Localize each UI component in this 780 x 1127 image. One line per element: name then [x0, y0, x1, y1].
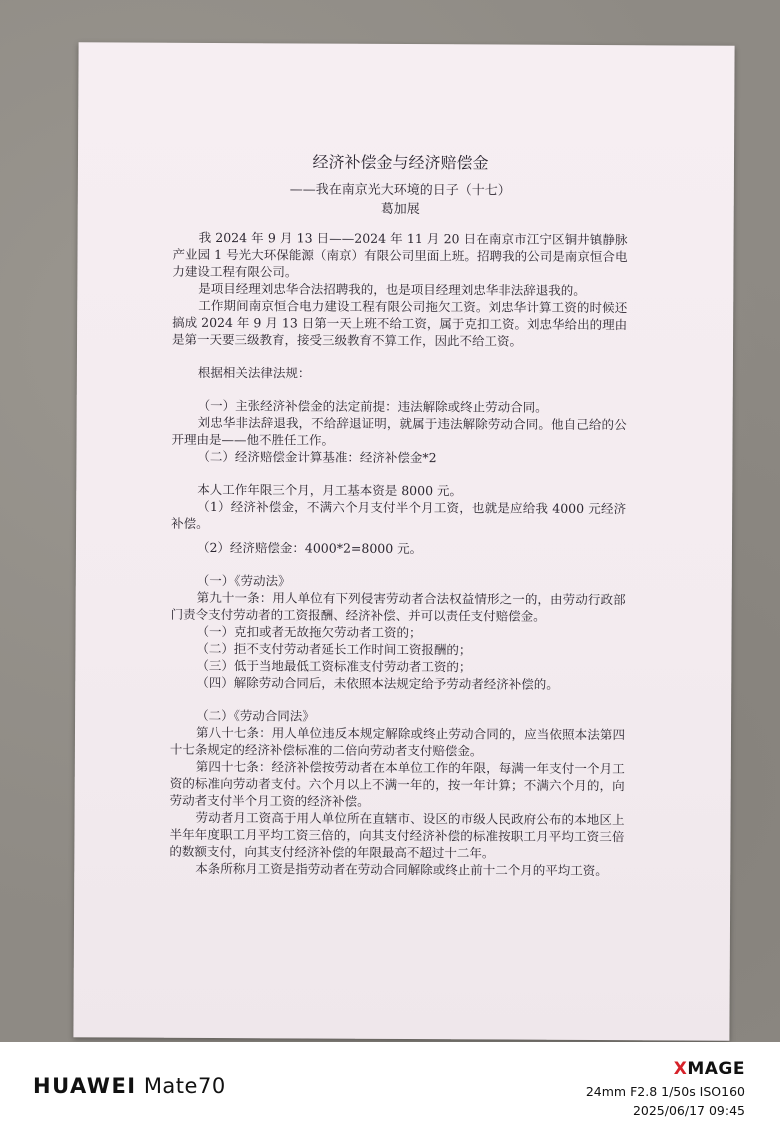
paragraph: 根据相关法律法规： — [197, 364, 311, 381]
paragraph: 第八十七条：用人单位违反本规定解除或终止劳动合同的，应当依照本法第四十七条规定的经济补偿标准的二倍向劳动者支付赔偿金。 — [169, 724, 626, 759]
xmage-x: X — [673, 1059, 688, 1079]
paragraph: （2）经济赔偿金：4000*2=8000 元。 — [196, 539, 423, 557]
paragraph: （1）经济补偿金，不满六个月支付半个月工资，也就是应给我 4000 元经济补偿。 — [171, 498, 627, 531]
paragraph: （一）主张经济补偿金的法定前提：违法解除或终止劳动合同。 — [197, 397, 548, 415]
paragraph: 刘忠华非法辞退我，不给辞退证明，就属于违法解除劳动合同。他自己给的公开理由是——他不胜任工作。 — [171, 414, 627, 448]
document-author: 葛加展 — [380, 201, 420, 218]
paragraph: （二）经济赔偿金计算基准：经济补偿金*2 — [197, 448, 437, 466]
xmage-rest: MAGE — [687, 1059, 745, 1079]
capture-datetime: 2025/06/17 09:45 — [632, 1103, 745, 1118]
paper-sheet — [73, 42, 734, 1040]
list-item: （四）解除劳动合同后，未依照本法规定给予劳动者经济补偿的。 — [196, 674, 559, 692]
camera-brand — [33, 1074, 226, 1098]
paragraph: 第四十七条：经济补偿按劳动者在本单位工作的年限，每满一年支付一个月工资的标准向劳动者支付。六个月以上不满一年的，按一年计算；不满六个月的，向劳动者支付半个月工资的经济补偿。 — [169, 758, 625, 809]
document-body — [169, 83, 628, 879]
camera-watermark-bar — [0, 1042, 780, 1127]
paragraph: 劳动者月工资高于用人单位所在直辖市、设区的市级人民政府公布的本地区上半年年度职工月平均工资三倍的，向其支付经济补偿的标准按职工月平均工资三倍的数额支付，向其支付经济补偿的年限最高不超过十二年。 — [169, 809, 625, 861]
xmage-logo — [674, 1059, 745, 1079]
paragraph: 本条所称月工资是指劳动者在劳动合同解除或终止前十二个月的平均工资。 — [195, 860, 608, 879]
list-item: （三）低于当地最低工资标准支付劳动者工资的； — [196, 657, 472, 675]
paragraph: 第九十一条：用人单位有下列侵害劳动者合法权益情形之一的，由劳动行政部门责令支付劳动者的工资报酬、经济补偿、并可以责任支付赔偿金。 — [170, 589, 626, 624]
section-heading: （二）《劳动合同法》 — [196, 707, 315, 724]
list-item: （一）克扣或者无故拖欠劳动者工资的； — [196, 623, 422, 641]
document-title: 经济补偿金与经济赔偿金 — [312, 152, 489, 173]
list-item: （二）拒不支付劳动者延长工作时间工资报酬的； — [196, 640, 472, 658]
paragraph: 是项目经理刘忠华合法招聘我的，也是项目经理刘忠华非法辞退我的。 — [198, 280, 586, 298]
paragraph: 本人工作年限三个月，月工基本资是 8000 元。 — [197, 481, 463, 499]
document-subtitle: ——我在南京光大环境的日子（十七） — [289, 182, 511, 199]
paragraph: 工作期间南京恒合电力建设工程有限公司拖欠工资。刘忠华计算工资的时候还搞成 2024 年 9 月 13 日第一天上班不给工资，属于克扣工资。刘忠华给出的理由是第一天要三级教育，接受三级教育不算工作，因此不给工资。 — [172, 297, 628, 349]
paragraph: 我 2024 年 9 月 13 日——2024 年 11 月 20 日在南京市江宁区铜井镇静脉产业园 1 号光大环保能源（南京）有限公司里面上班。招聘我的公司是南京恒合电力建设工程有限公司。 — [172, 229, 628, 280]
camera-specs: 24mm F2.8 1/50s ISO160 — [585, 1084, 745, 1099]
model-name: Mate70 — [143, 1074, 226, 1098]
brand-name: HUAWEI — [33, 1074, 137, 1098]
section-heading: （一）《劳动法》 — [196, 572, 291, 589]
